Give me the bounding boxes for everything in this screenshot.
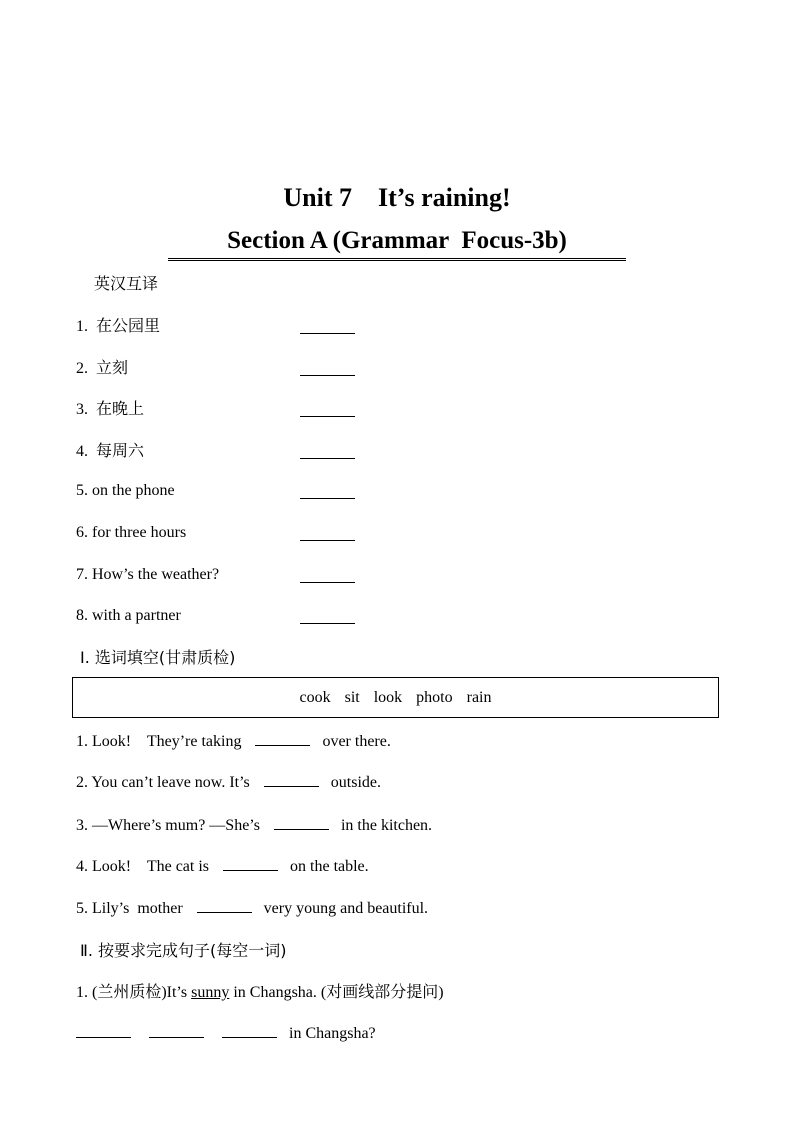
sentence-start: 5. Lily’s mother — [76, 900, 187, 917]
answer-blank-4[interactable] — [300, 458, 355, 459]
sentence-end: in Changsha. (对画线部分提问) — [229, 984, 444, 1001]
fill-blank[interactable] — [264, 772, 319, 787]
item-text: 在晚上 — [96, 399, 145, 418]
translation-item-4 — [76, 440, 144, 463]
fill-item-3 — [76, 815, 432, 837]
sentence-start: 4. Look! The cat is — [76, 858, 214, 875]
translation-item-6 — [76, 522, 186, 544]
item-number: 1. — [76, 318, 88, 335]
fill-item-5 — [76, 898, 428, 920]
translation-item-3 — [76, 398, 144, 421]
item-text: with a partner — [92, 607, 181, 624]
item-number: 3. — [76, 401, 88, 418]
word-bank-box — [72, 677, 719, 718]
answer-blank-1[interactable] — [300, 333, 355, 334]
sentence-start: 1. (兰州质检)It’s — [76, 984, 192, 1001]
item-number: 5. — [76, 482, 88, 499]
answer-blank[interactable] — [76, 1023, 131, 1038]
sentence-end: on the table. — [286, 858, 369, 875]
translation-item-2 — [76, 357, 128, 380]
item-number: 4. — [76, 443, 88, 460]
unit-title: Unit 7 It’s raining! — [283, 183, 511, 212]
word-bank-word: sit — [344, 688, 360, 706]
fill-item-2 — [76, 772, 381, 794]
item-text: 在公园里 — [96, 316, 161, 335]
answer-blank-5[interactable] — [300, 498, 355, 499]
item-text: 立刻 — [96, 358, 129, 377]
sentence-start: 1. Look! They’re taking — [76, 733, 246, 750]
sentence-end: in the kitchen. — [336, 817, 433, 834]
sentence-end: in Changsha? — [285, 1025, 376, 1042]
sentence-start: 2. You can’t leave now. It’s — [76, 774, 254, 791]
word-bank-word: photo — [416, 688, 453, 706]
fill-blank[interactable] — [255, 731, 310, 746]
answer-blank-8[interactable] — [300, 623, 355, 624]
translation-item-8 — [76, 605, 181, 627]
answer-blank-3[interactable] — [300, 416, 355, 417]
item-text: for three hours — [92, 524, 187, 541]
item-number: 2. — [76, 360, 88, 377]
answer-blank[interactable] — [149, 1023, 204, 1038]
word-bank-word: look — [373, 688, 403, 706]
item-number: 7. — [76, 566, 88, 583]
fill-item-4 — [76, 856, 369, 878]
sentence-end: very young and beautiful. — [259, 900, 429, 917]
word-bank-word: cook — [299, 688, 331, 706]
translation-item-7 — [76, 564, 219, 586]
answer-blank-7[interactable] — [300, 582, 355, 583]
item-text: on the phone — [92, 482, 175, 499]
fill-blank[interactable] — [197, 898, 252, 913]
fill-blank[interactable] — [223, 856, 278, 871]
translation-item-5 — [76, 480, 175, 502]
underlined-word: sunny — [191, 984, 230, 1001]
sentence-end: outside. — [326, 774, 381, 791]
fill-item-1 — [76, 731, 391, 753]
part1-heading: Ⅰ. 选词填空(甘肃质检) — [80, 648, 236, 667]
sentence-end: over there. — [318, 733, 391, 750]
answer-blank-6[interactable] — [300, 540, 355, 541]
translation-item-1 — [76, 315, 160, 338]
item-text: 每周六 — [96, 441, 145, 460]
section-title: Section A (Grammar Focus-3b) — [168, 224, 626, 261]
sentence-start: 3. —Where’s mum? —She’s — [76, 817, 264, 834]
rewrite-answer-1 — [76, 1023, 376, 1045]
rewrite-item-1 — [76, 982, 444, 1004]
item-number: 6. — [76, 524, 88, 541]
word-bank-word: rain — [466, 688, 492, 706]
translation-heading: 英汉互译 — [94, 274, 159, 293]
item-text: How’s the weather? — [92, 566, 220, 583]
answer-blank[interactable] — [222, 1023, 277, 1038]
answer-blank-2[interactable] — [300, 375, 355, 376]
item-number: 8. — [76, 607, 88, 624]
fill-blank[interactable] — [274, 815, 329, 830]
part2-heading: Ⅱ. 按要求完成句子(每空一词) — [80, 941, 287, 960]
